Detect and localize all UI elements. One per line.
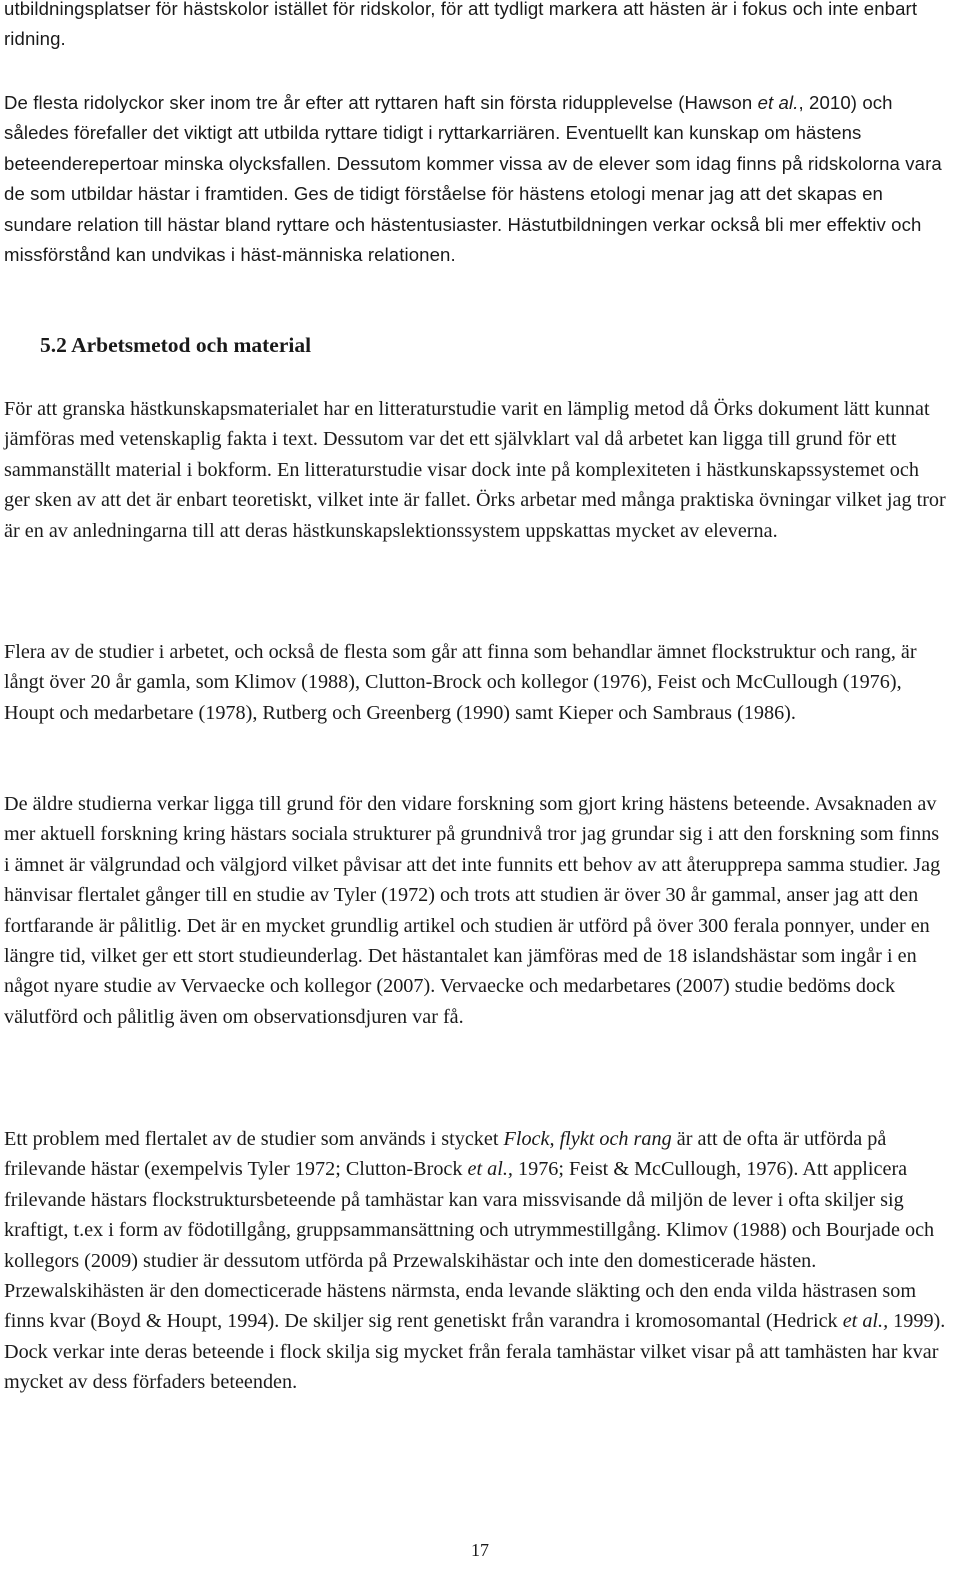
paragraph-text: Ett problem med flertalet av de studier som används i stycket bbox=[4, 1128, 504, 1150]
paragraph-riding-accidents bbox=[4, 88, 948, 270]
paragraph-method: För att granska hästkunskapsmaterialet har en litteraturstudie varit en lämplig metod då Örks dokument lätt kunnat jämföras med vetenskaplig fakta i text. Dessutom var det ett självklart val då arbetet kan ligga till grund för ett sammanställt material i bokform. En litteraturstudie visar dock inte på komplexiteten i hästkunskapssystemet och ger sken av att det är enbart teoretiskt, vilket inte är fallet. Örks arbetar med många praktiska övningar vilket jag tror är en av anledningarna till att deras hästkunskapslektionssystem uppskattas mycket av eleverna. bbox=[4, 398, 946, 542]
paragraph-free-living-horses bbox=[4, 1124, 948, 1398]
page-number: 17 bbox=[471, 1540, 489, 1560]
italic-citation: et al. bbox=[757, 92, 799, 113]
italic-citation: et al., bbox=[467, 1158, 513, 1181]
paragraph-research-basis: De äldre studierna verkar ligga till grund för den vidare forskning som gjort kring hästens beteende. Avsaknaden av mer aktuell forskning kring hästars sociala strukturer på grundnivå tror jag grundar sig i att den forskning som finns i ämnet är välgrundad och välgjord vilket påvisar att det inte funnits ett behov av att återupprepa samma studier. Jag hänvisar flertalet gånger till en studie av Tyler (1972) och trots att studien är över 30 år gammal, anser jag att den fortfarande är pålitlig. Det är en mycket grundlig artikel och studien är utförd på över 300 ferala ponnyer, under en längre tid, vilket ger ett stort studieunderlag. Det hästantalet kan jämföras med de 18 islandshästar som ingår i en något nyare studie av Vervaecke och kollegor (2007). Vervaecke och medarbetares (2007) studie bedöms dock välutförd och pålitlig även om observationsdjuren var få. bbox=[4, 793, 941, 1028]
paragraph-text: är att de ofta är utförda på frilevande hästar (exempelvis Tyler 1972; Clutton-Brock bbox=[4, 1128, 887, 1181]
section-heading: 5.2 Arbetsmetod och material bbox=[40, 333, 312, 357]
paragraph-text: De flesta ridolyckor sker inom tre år efter att ryttaren haft sin första ridupplevelse (Hawson bbox=[4, 92, 758, 113]
paragraph-older-studies: Flera av de studier i arbetet, och också de flesta som går att finna som behandlar ämnet flockstruktur och rang, är långt över 20 år gamla, som Klimov (1988), Clutton-Brock och kollegor (1976), Feist och McCullough (1976), Houpt och medarbetare (1978), Rutberg och Greenberg (1990) samt Kieper och Sambraus (1986). bbox=[4, 641, 917, 724]
italic-citation: et al., bbox=[842, 1310, 889, 1333]
paragraph-text: 1976; Feist & McCullough, 1976). Att applicera frilevande hästars flockstruktursbeteende på tamhästar kan vara missvisande då miljön de lever i ofta skiljer sig kraftigt, t.ex i form av födotillgång, gruppsammansättning och utrymmestillgång. Klimov (1988) och Bourjade och kollegors (2009) studier är dessutom utförda på Przewalskihästar och inte den domesticerade hästen. Przewalskihästen är den domecticerade hästens närmsta, enda levande släkting och den enda vilda hästrasen som finns kvar (Boyd & Houpt, 1994). De skiljer sig rent genetiskt från varandra i kromosomantal (Hedrick bbox=[4, 1158, 935, 1333]
italic-section-title: Flock, flykt och rang bbox=[503, 1128, 672, 1150]
paragraph-continued: utbildningsplatser för hästskolor istället för ridskolor, för att tydligt markera att hästen är i fokus och inte enbart ridning. bbox=[4, 0, 918, 50]
paragraph-text: , 2010) och således förefaller det viktigt att utbilda ryttare tidigt i ryttarkarriären. Eventuellt kan kunskap om hästens beteenderepertoar minska olycksfallen. Dessutom kommer vissa av de elever som idag finns på ridskolorna vara de som utbildar hästar i framtiden. Ges de tidigt förståelse för hästens etologi menar jag att det skapas en sundare relation till hästar bland ryttare och hästentusiaster. Hästutbildningen verkar också bli mer effektiv och missförstånd kan undvikas i häst-människa relationen. bbox=[4, 92, 942, 266]
paragraph-text: 1999). Dock verkar inte deras beteende i flock skilja sig mycket från ferala tamhästar vilket visar på att tamhästen har kvar mycket av dess förfaders beteenden. bbox=[4, 1310, 946, 1394]
